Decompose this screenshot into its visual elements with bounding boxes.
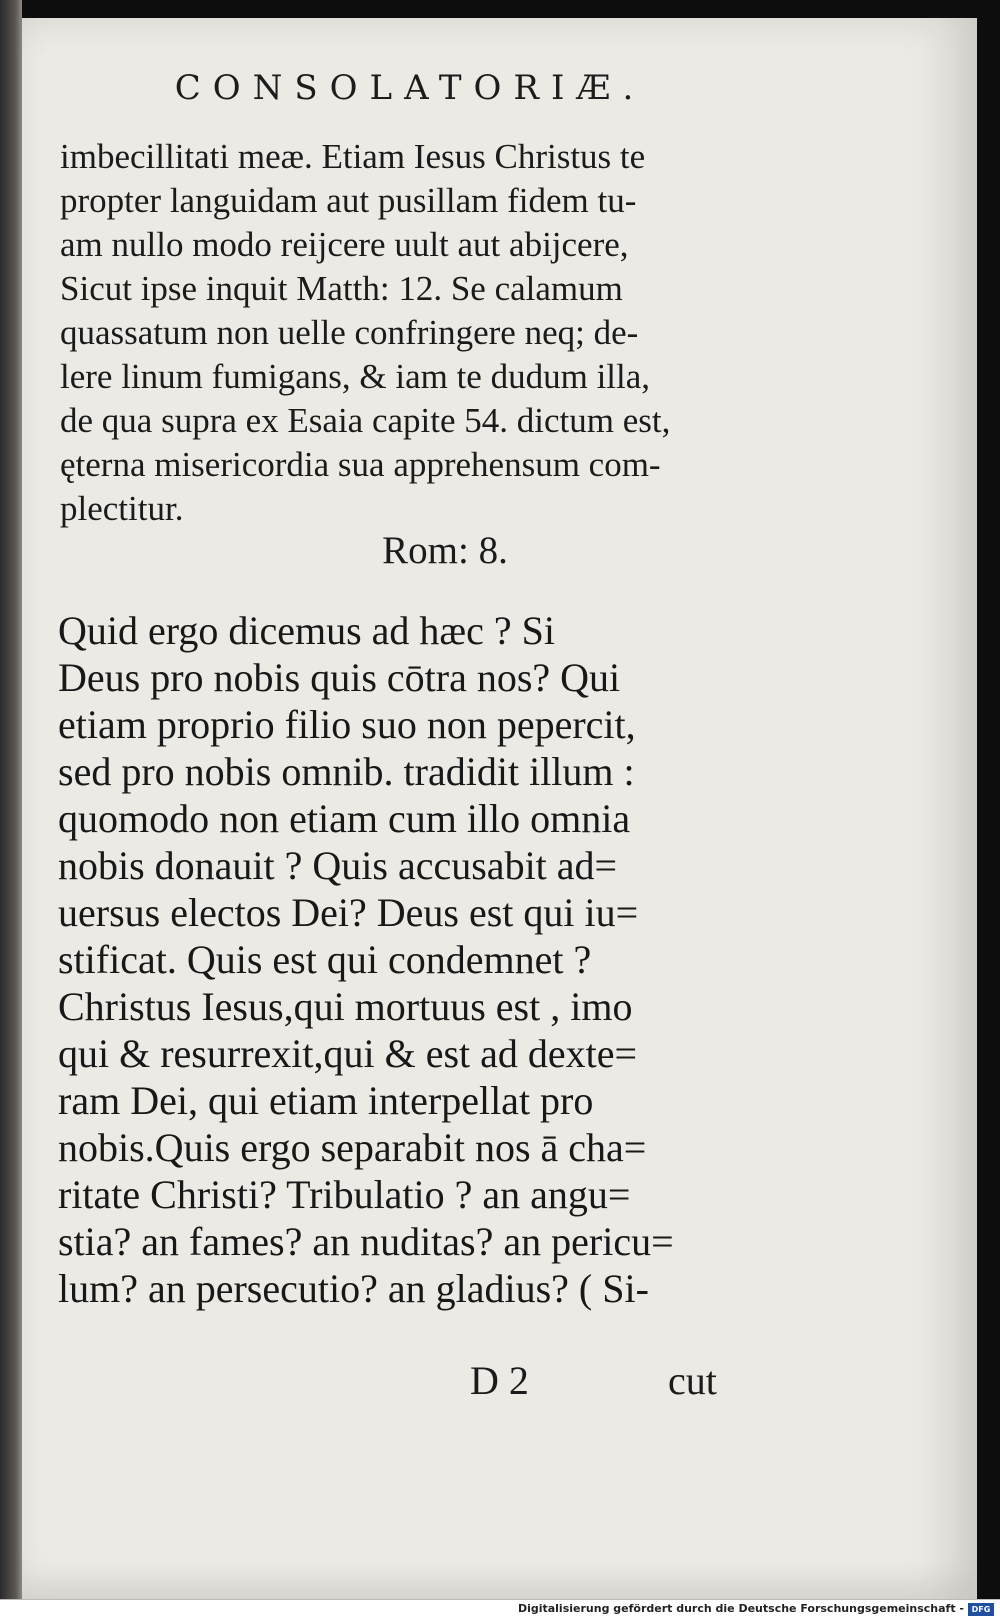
text-line: Deus pro nobis quis cōtra nos? Qui <box>58 655 621 700</box>
text-line: nobis donauit ? Quis accusabit ad= <box>58 843 618 888</box>
paragraph-2 <box>58 607 758 1312</box>
text-line: Sicut ipse inquit Matth: 12. Se calamum <box>60 269 623 308</box>
text-line: am nullo modo reijcere uult aut abijcere, <box>60 225 629 264</box>
text-line: nobis.Quis ergo separabit nos ā cha= <box>58 1125 647 1170</box>
text-line: quomodo non etiam cum illo omnia <box>58 796 631 841</box>
signature-mark: D 2 <box>470 1358 529 1403</box>
text-line: stia? an fames? an nuditas? an pericu= <box>58 1219 674 1264</box>
text-line: ram Dei, qui etiam interpellat pro <box>58 1078 594 1123</box>
dfg-logo-icon: DFG <box>968 1603 994 1616</box>
text-line: de qua supra ex Esaia capite 54. dictum est, <box>60 401 671 440</box>
text-line: Christus Iesus,qui mortuus est , imo <box>58 984 633 1029</box>
text-line: qui & resurrexit,qui & est ad dexte= <box>58 1031 638 1076</box>
text-line: Quid ergo dicemus ad hæc ? Si <box>58 608 555 653</box>
text-line: uersus electos Dei? Deus est qui iu= <box>58 890 639 935</box>
footer-bar <box>0 1599 1000 1620</box>
text-line: propter languidam aut pusillam fidem tu- <box>60 181 637 220</box>
text-line: quassatum non uelle confringere neq; de- <box>60 313 639 352</box>
catchword: cut <box>668 1358 717 1403</box>
section-heading: Rom: 8. <box>382 529 508 572</box>
running-head: CONSOLATORIÆ. <box>174 68 646 108</box>
book-spine-edge <box>0 0 22 1620</box>
text-line: stificat. Quis est qui condemnet ? <box>58 937 592 982</box>
footer-credit: Digitalisierung gefördert durch die Deutsche Forschungsgemeinschaft - <box>517 1602 964 1615</box>
text-line: ritate Christi? Tribulatio ? an angu= <box>58 1172 631 1217</box>
text-line: lum? an persecutio? an gladius? ( Si- <box>58 1266 649 1311</box>
text-line: lere linum fumigans, & iam te dudum illa, <box>60 357 651 396</box>
text-line: ęterna misericordia sua apprehensum com- <box>60 445 661 484</box>
text-line: sed pro nobis omnib. tradidit illum : <box>58 749 635 794</box>
text-line: plectitur. <box>60 489 184 528</box>
text-line: imbecillitati meæ. Etiam Iesus Christus te <box>60 137 646 176</box>
paragraph-1 <box>60 135 740 531</box>
text-line: etiam proprio filio suo non pepercit, <box>58 702 636 747</box>
